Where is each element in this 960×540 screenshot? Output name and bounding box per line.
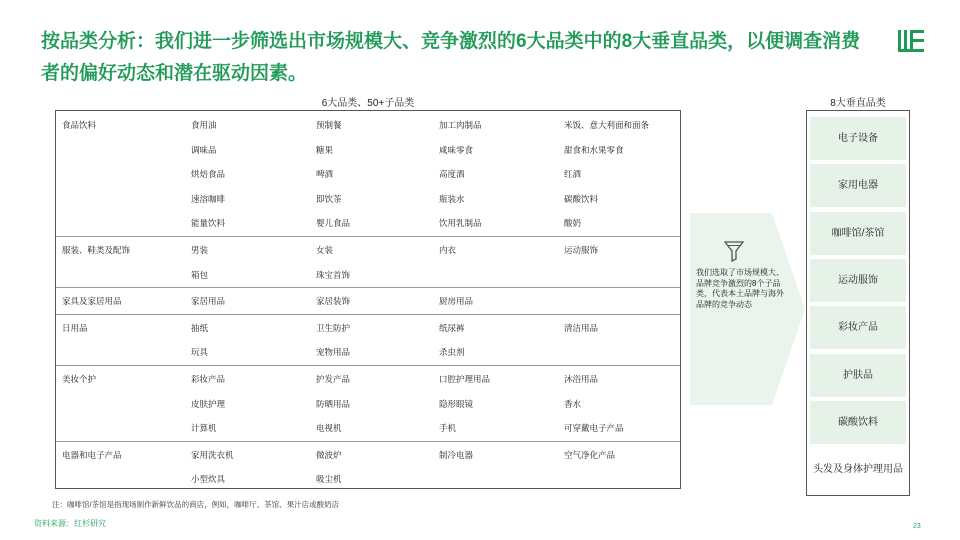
subcategory-cell: 抽纸	[191, 322, 209, 333]
category-name: 服装、鞋类及配饰	[62, 245, 131, 255]
vertical-item: 头发及身体护理用品	[810, 448, 906, 491]
subcategory-cell: 电视机	[316, 423, 342, 434]
subcategory-cell: 隐形眼镜	[439, 398, 474, 409]
subcategory-cell: 女装	[316, 245, 334, 255]
category-group	[56, 365, 680, 442]
subcategory-cell: 吸尘机	[316, 474, 342, 485]
subcategory-cell: 香水	[564, 398, 582, 409]
categories-table	[55, 110, 681, 489]
subcategory-cell: 食用油	[191, 120, 217, 130]
subcategory-cell: 小型炊具	[191, 474, 226, 485]
subcategory-cell: 红酒	[564, 169, 582, 180]
subcategory-cell: 啤酒	[316, 169, 334, 180]
category-name: 日用品	[62, 322, 88, 333]
vertical-item: 碳酸饮料	[810, 401, 906, 444]
categories-box-label: 6大品类、50+子品类	[321, 98, 415, 109]
source-note: 资料来源：红杉研究	[34, 519, 106, 528]
subcategory-cell: 速溶咖啡	[191, 193, 226, 204]
subcategory-cell: 卫生防护	[316, 322, 351, 333]
subcategory-cell: 酸奶	[564, 218, 582, 229]
sequoia-logo-icon	[896, 28, 926, 56]
subcategory-cell: 加工肉制品	[439, 120, 482, 130]
vertical-item: 咖啡馆/茶馆	[810, 212, 906, 255]
subcategory-cell: 玩具	[191, 347, 209, 358]
filter-icon	[724, 240, 744, 262]
subcategory-cell: 防晒用品	[316, 398, 351, 409]
arrow-caption: 我们选取了市场规模大、品牌竞争激烈的8个子品类，代表本土品牌与海外品牌的竞争动态	[696, 268, 784, 309]
subcategory-cell: 高度酒	[439, 169, 465, 180]
category-name: 家具及家居用品	[62, 296, 122, 307]
verticals-box-label: 8大垂直品类	[830, 98, 886, 109]
subcategory-cell: 手机	[439, 423, 457, 434]
subcategory-cell: 厨房用品	[439, 296, 474, 307]
subcategory-cell: 家居用品	[191, 296, 226, 307]
subcategory-cell: 清洁用品	[564, 322, 599, 333]
vertical-item: 护肤品	[810, 354, 906, 397]
vertical-item: 运动服饰	[810, 259, 906, 302]
subcategory-cell: 微波炉	[316, 449, 342, 460]
subcategory-cell: 制冷电器	[439, 449, 474, 460]
subcategory-cell: 米饭、意大利面和面条	[564, 120, 650, 130]
page-number: 23	[913, 523, 921, 530]
verticals-list	[806, 110, 910, 496]
subcategory-cell: 护发产品	[316, 374, 351, 384]
subcategory-cell: 预制餐	[316, 120, 342, 130]
subcategory-cell: 皮肤护理	[191, 398, 226, 409]
subcategory-cell: 咸味零食	[439, 144, 474, 155]
subcategory-cell: 家用洗衣机	[191, 449, 234, 460]
subcategory-cell: 沐浴用品	[564, 374, 599, 384]
vertical-item: 彩妆产品	[810, 306, 906, 349]
subcategory-cell: 即饮茶	[316, 193, 342, 204]
category-name: 电器和电子产品	[62, 449, 122, 460]
subcategory-cell: 饮用乳制品	[439, 218, 482, 229]
subcategory-cell: 糖果	[316, 144, 334, 155]
category-name: 食品饮料	[62, 120, 97, 130]
subcategory-cell: 家居装饰	[316, 296, 351, 307]
subcategory-cell: 珠宝首饰	[316, 269, 351, 280]
category-group	[56, 287, 680, 315]
subcategory-cell: 碳酸饮料	[564, 193, 599, 204]
vertical-item: 家用电器	[810, 164, 906, 207]
subcategory-cell: 男装	[191, 245, 209, 255]
category-group	[56, 441, 680, 492]
subcategory-cell: 宠物用品	[316, 347, 351, 358]
category-group	[56, 236, 680, 288]
subcategory-cell: 甜食和水果零食	[564, 144, 624, 155]
subcategory-cell: 可穿戴电子产品	[564, 423, 624, 434]
vertical-item: 电子设备	[810, 117, 906, 160]
subcategory-cell: 调味品	[191, 144, 217, 155]
subcategory-cell: 计算机	[191, 423, 217, 434]
page-title: 按品类分析：我们进一步筛选出市场规模大、竞争激烈的6大品类中的8大垂直品类，以便调查消费者的偏好动态和潜在驱动因素。	[41, 31, 861, 84]
subcategory-cell: 杀虫剂	[439, 347, 465, 358]
subcategory-cell: 能量饮料	[191, 218, 226, 229]
subcategory-cell: 口腔护理用品	[439, 374, 491, 384]
subcategory-cell: 内衣	[439, 245, 457, 255]
subcategory-cell: 运动服饰	[564, 245, 599, 255]
subcategory-cell: 箱包	[191, 269, 209, 280]
subcategory-cell: 婴儿食品	[316, 218, 351, 229]
subcategory-cell: 空气净化产品	[564, 449, 616, 460]
category-group	[56, 111, 680, 237]
category-group	[56, 314, 680, 366]
subcategory-cell: 纸尿裤	[439, 322, 465, 333]
subcategory-cell: 烘焙食品	[191, 169, 226, 180]
subcategory-cell: 彩妆产品	[191, 374, 226, 384]
subcategory-cell: 瓶装水	[439, 193, 465, 204]
category-name: 美妆个护	[62, 374, 97, 384]
footnote: 注：咖啡馆/茶馆是指现场制作新鲜饮品的商店，例如，咖啡厅、茶馆、果汁店或酸奶店	[52, 500, 340, 509]
